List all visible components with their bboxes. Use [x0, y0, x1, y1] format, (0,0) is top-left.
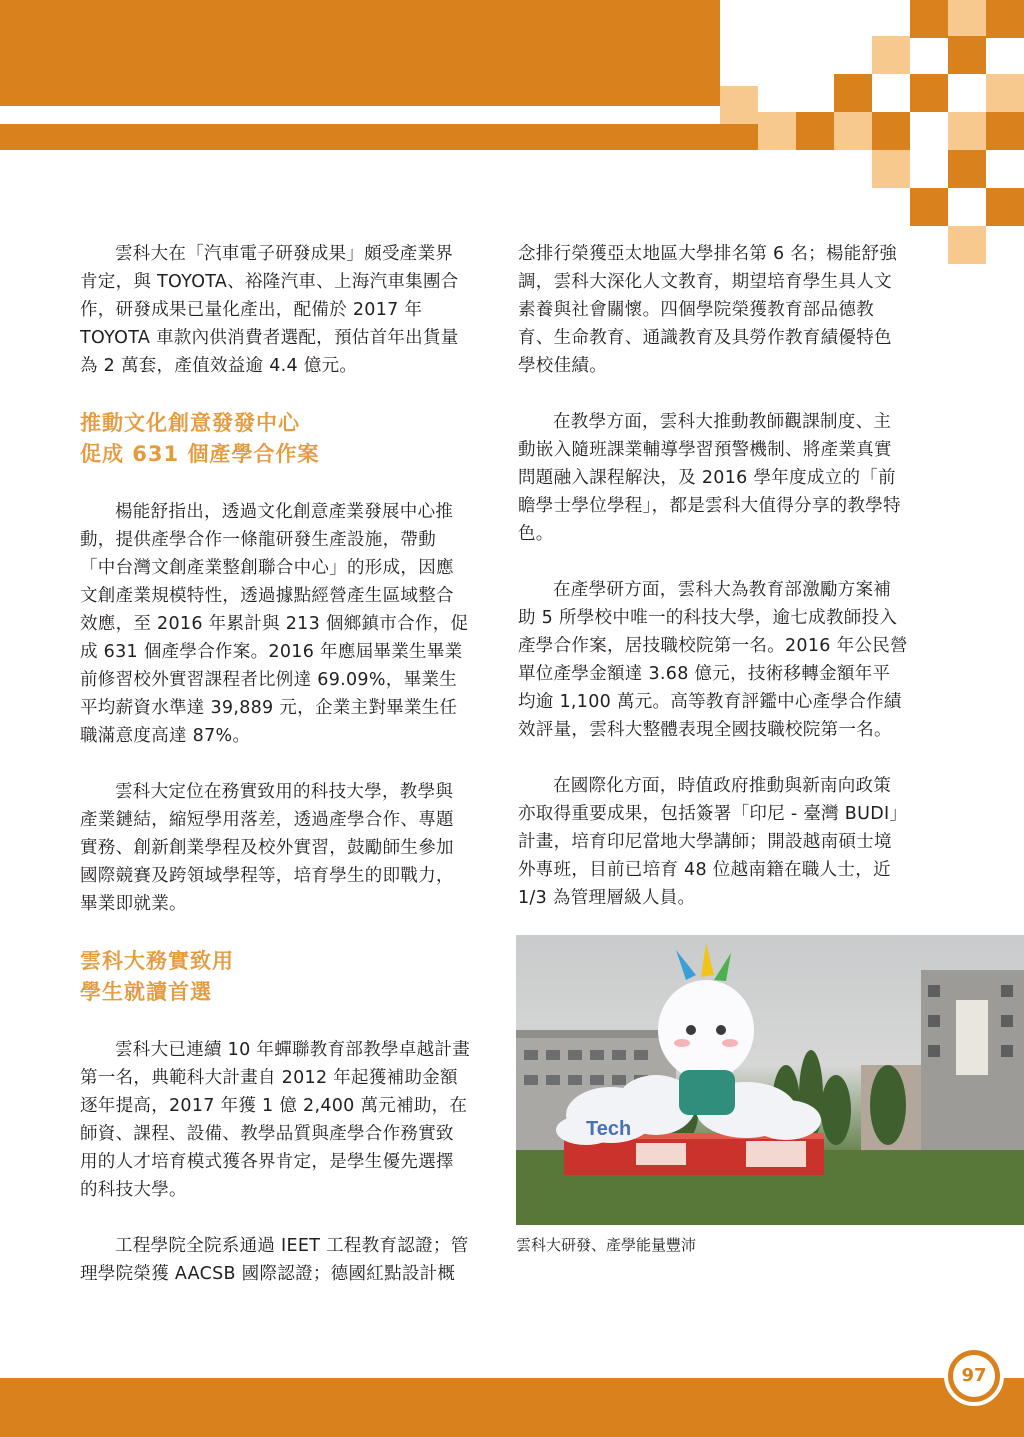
heading-line: 推動文化創意發發中心: [80, 411, 300, 435]
deco-square: [910, 0, 948, 38]
footer-band: [0, 1378, 1024, 1437]
deco-square: [986, 112, 1024, 150]
paragraph: 雲科大定位在務實致用的科技大學，教學與產業鏈結，縮短學用落差，透過產學合作、專題實務、創新創業學程及校外實習，鼓勵師生參加國際競賽及跨領域學程等，培育學生的即戰力，畢業即就業。: [80, 782, 454, 914]
sign-text: Tech: [586, 1118, 632, 1140]
campus-scene-illustration: [516, 935, 1024, 1225]
header-band: [0, 0, 1024, 150]
heading-line: 雲科大務實致用: [80, 949, 234, 973]
deco-square: [872, 36, 910, 74]
deco-square: [986, 188, 1024, 226]
right-column: [518, 240, 908, 912]
paragraph: 在產學研方面，雲科大為教育部激勵方案補助 5 所學校中唯一的科技大學，逾七成教師投入產學合作案，居技職校院第一名。2016 年公民營單位產學金額達 3.68 億元，技術移轉金額年平均逾 1,100 萬元。高等教育評鑑中心產學合作績效評量，雲科大整體表現全國技職校院第一名。: [518, 580, 908, 740]
deco-square: [948, 0, 986, 38]
deco-square: [910, 188, 948, 226]
deco-square: [948, 150, 986, 188]
left-column: [80, 240, 470, 1288]
paragraph: 雲科大在「汽車電子研發成果」頗受產業界肯定，與 TOYOTA、裕隆汽車、上海汽車集團合作，研發成果已量化產出，配備於 2017 年 TOYOTA 車款內供消費者選配，預估首年出貨量為 2 萬套，產值效益逾 4.4 億元。: [80, 244, 459, 376]
paragraph: 雲科大已連續 10 年蟬聯教育部教學卓越計畫第一名，典範科大計畫自 2012 年起獲補助金額逐年提高，2017 年獲 1 億 2,400 萬元補助，在師資、課程、設備、教學品質與產學合作務實致用的人才培育模式獲各界肯定，是學生優先選擇的科技大學。: [80, 1040, 470, 1200]
heading-line: 學生就讀首選: [80, 980, 212, 1004]
header-bar-top: [0, 0, 720, 106]
deco-square: [796, 112, 834, 150]
page-number: 97: [953, 1355, 995, 1397]
paragraph: 工程學院全院系通過 IEET 工程教育認證；管理學院榮獲 AACSB 國際認證；德國紅點設計概: [80, 1236, 469, 1284]
section-heading: [80, 946, 470, 1008]
deco-square: [986, 74, 1024, 112]
heading-line: 促成 631 個產學合作案: [80, 442, 320, 466]
paragraph: 在教學方面，雲科大推動教師觀課制度、主動嵌入隨班課業輔導學習預警機制、將產業真實問題融入課程解決，及 2016 學年度成立的「前瞻學士學位學程」，都是雲科大值得分享的教學特色。: [518, 412, 901, 544]
deco-square: [872, 150, 910, 188]
photo-caption: 雲科大研發、產學能量豐沛: [516, 1236, 697, 1254]
paragraph: 念排行榮獲亞太地區大學排名第 6 名；楊能舒強調，雲科大深化人文教育，期望培育學生具人文素養與社會關懷。四個學院榮獲教育部品德教育、生命教育、通識教育及具勞作教育績優特色學校佳績。: [518, 244, 898, 376]
deco-square: [834, 74, 872, 112]
header-bar-bottom: [0, 124, 760, 150]
deco-square: [910, 74, 948, 112]
deco-square: [834, 112, 872, 150]
paragraph: 楊能舒指出，透過文化創意產業發展中心推動，提供產學合作一條龍研發生產設施，帶動「中台灣文創產業整創聯合中心」的形成，因應文創產業規模特性，透過據點經營產生區域整合效應，至 2016 年累計與 213 個鄉鎮市合作，促成 631 個產學合作案。2016 年應屆畢業生畢業前修習校外實習課程者比例達 69.09%，畢業生平均薪資水準達 39,889 元，企業主對畢業生任職滿意度高達 87%。: [80, 502, 469, 746]
deco-square: [720, 86, 758, 124]
deco-square: [948, 226, 986, 264]
section-heading: [80, 408, 470, 470]
paragraph: 在國際化方面，時值政府推動與新南向政策亦取得重要成果，包括簽署「印尼 - 臺灣 BUDI」計畫，培育印尼當地大學講師；開設越南碩士境外專班，目前已培育 48 位越南籍在職人士，近 1/3 為管理層級人員。: [518, 776, 908, 908]
deco-square: [986, 0, 1024, 38]
campus-photo: [516, 935, 1024, 1225]
deco-square: [948, 112, 986, 150]
deco-square: [872, 112, 910, 150]
deco-square: [948, 36, 986, 74]
deco-square: [758, 112, 796, 150]
page-number-badge: [944, 1346, 1004, 1406]
